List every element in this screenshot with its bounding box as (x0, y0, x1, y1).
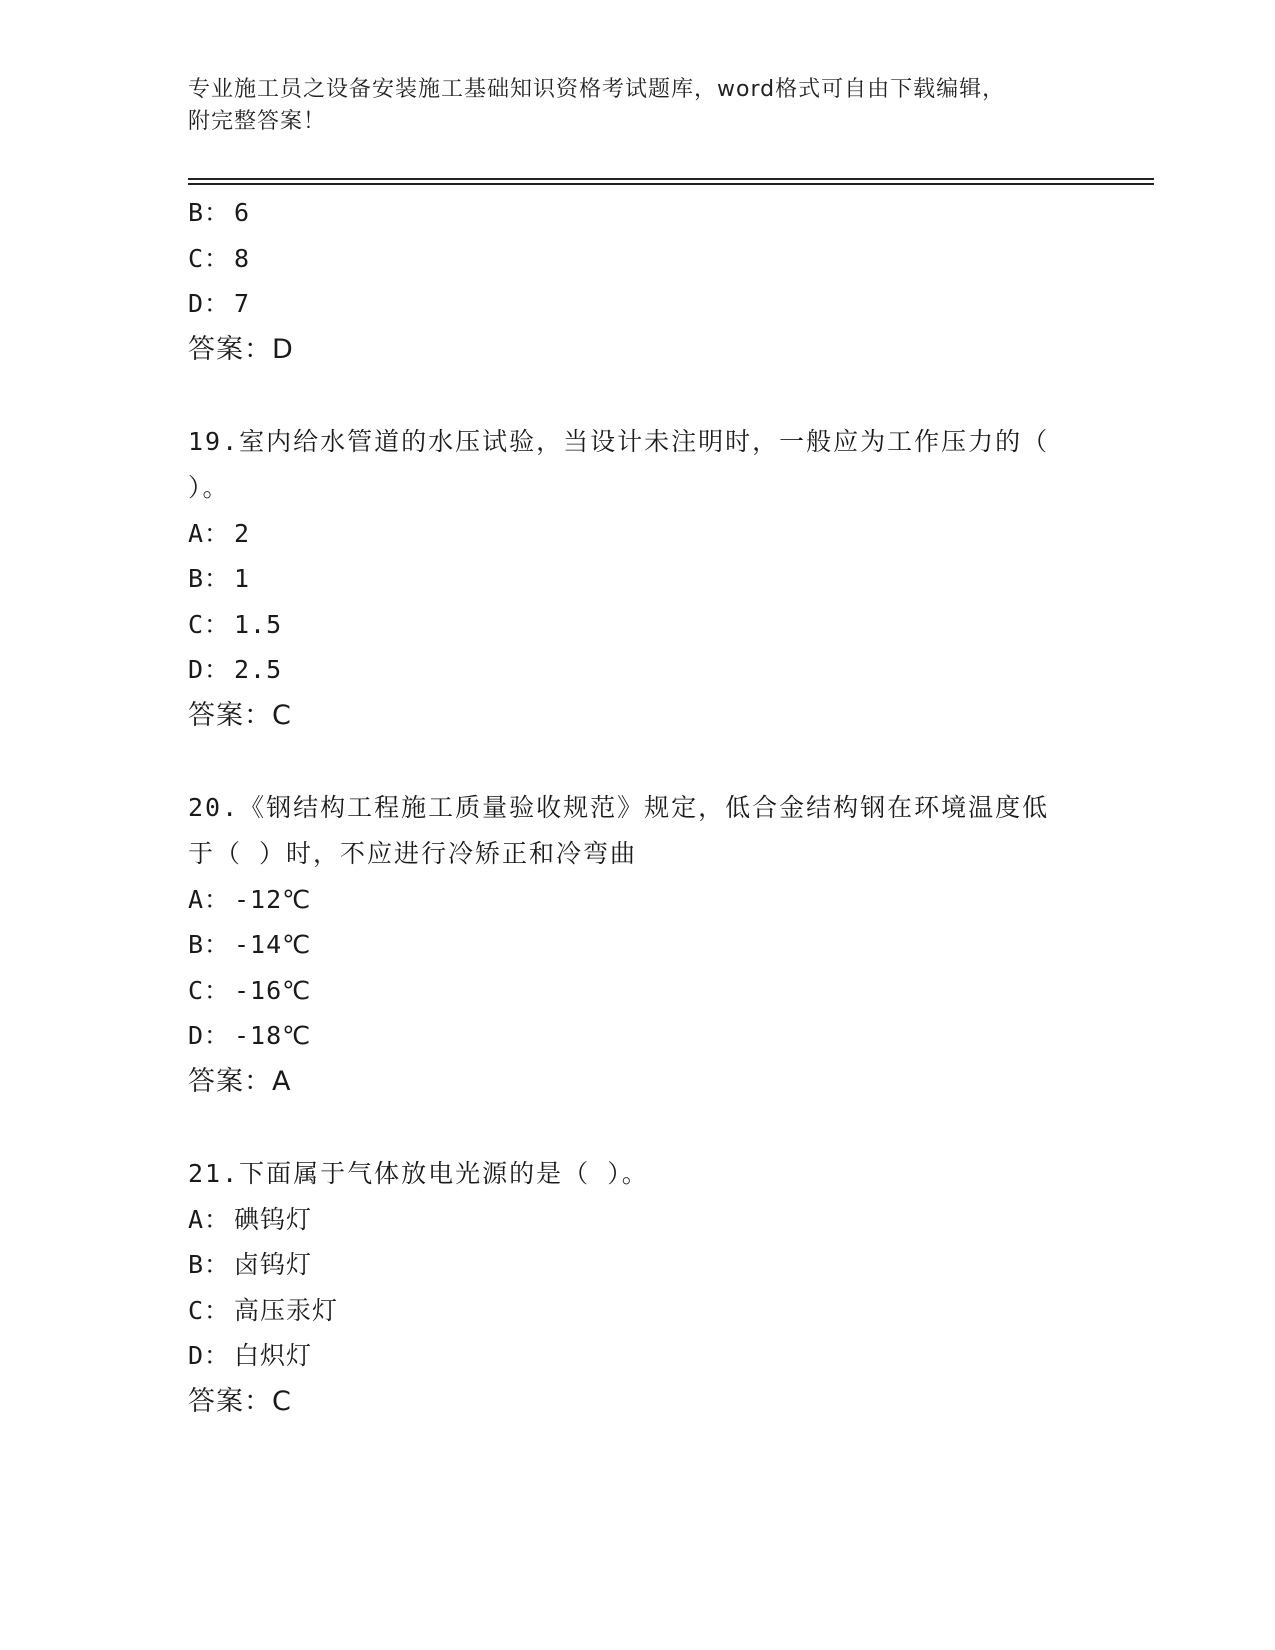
answer-line: 答案：C (188, 1385, 292, 1417)
option-label: C： (188, 609, 231, 639)
option-label: D： (188, 655, 231, 684)
question-text: 20.《钢结构工程施工质量验收规范》规定，低合金结构钢在环境温度低于（ ）时，不应进行冷矫正和冷弯曲 (188, 792, 1050, 868)
option-text: 白炽灯 (234, 1341, 313, 1370)
option-text: 卤钨灯 (234, 1250, 313, 1279)
option-line (188, 511, 1088, 557)
option-text: -14℃ (234, 930, 312, 959)
option-line (188, 1197, 1088, 1243)
answer-line: 答案：C (188, 699, 292, 731)
option-label: A： (188, 884, 231, 914)
option-text: 8 (234, 243, 251, 273)
option-label: A： (188, 518, 231, 548)
option-line (188, 1242, 1088, 1288)
option-label: B： (188, 930, 231, 959)
question-block (188, 1151, 1088, 1425)
option-text: 2.5 (234, 655, 283, 684)
question-list (188, 190, 1088, 1471)
option-label: C： (188, 1295, 231, 1325)
option-label: D： (188, 1021, 231, 1050)
option-label: D： (188, 1341, 231, 1370)
option-label: B： (188, 198, 231, 227)
header-line-2: 附完整答案！ (188, 109, 327, 134)
option-label: C： (188, 975, 231, 1005)
question-text: 19.室内给水管道的水压试验，当设计未注明时，一般应为工作压力的（ ）。 (188, 426, 1050, 502)
option-line (188, 968, 1088, 1014)
option-line (188, 877, 1088, 923)
question-text: 21.下面属于气体放电光源的是（ ）。 (188, 1158, 649, 1188)
option-text: -18℃ (234, 1021, 312, 1050)
option-label: B： (188, 564, 231, 593)
option-line (188, 1333, 1088, 1379)
partial-question (188, 190, 1088, 373)
option-label: B： (188, 1250, 231, 1279)
header-line-1: 专业施工员之设备安装施工基础知识资格考试题库，word格式可自由下载编辑， (188, 77, 1006, 102)
option-text: 1.5 (234, 609, 283, 639)
option-line (188, 556, 1088, 602)
option-text: -16℃ (234, 975, 312, 1005)
option-line (188, 1013, 1088, 1059)
option-text: 6 (234, 198, 251, 227)
document-header (188, 74, 1078, 138)
option-text: 高压汞灯 (234, 1295, 339, 1325)
option-text: 碘钨灯 (234, 1204, 313, 1234)
answer-line: 答案：A (188, 1065, 292, 1097)
option-text: 1 (234, 564, 251, 593)
option-line (188, 236, 1088, 282)
option-label: A： (188, 1204, 231, 1234)
header-divider-top (188, 178, 1154, 180)
option-line (188, 1288, 1088, 1334)
option-text: 7 (234, 289, 251, 318)
question-block (188, 419, 1088, 739)
option-line (188, 281, 1088, 327)
answer-line: 答案：D (188, 333, 294, 365)
option-line (188, 922, 1088, 968)
option-text: -12℃ (234, 884, 312, 914)
option-line (188, 190, 1088, 236)
header-divider-bottom (188, 183, 1154, 185)
option-label: C： (188, 243, 231, 273)
option-line (188, 647, 1088, 693)
option-text: 2 (234, 518, 251, 548)
option-line (188, 602, 1088, 648)
question-block (188, 785, 1088, 1105)
option-label: D： (188, 289, 231, 318)
